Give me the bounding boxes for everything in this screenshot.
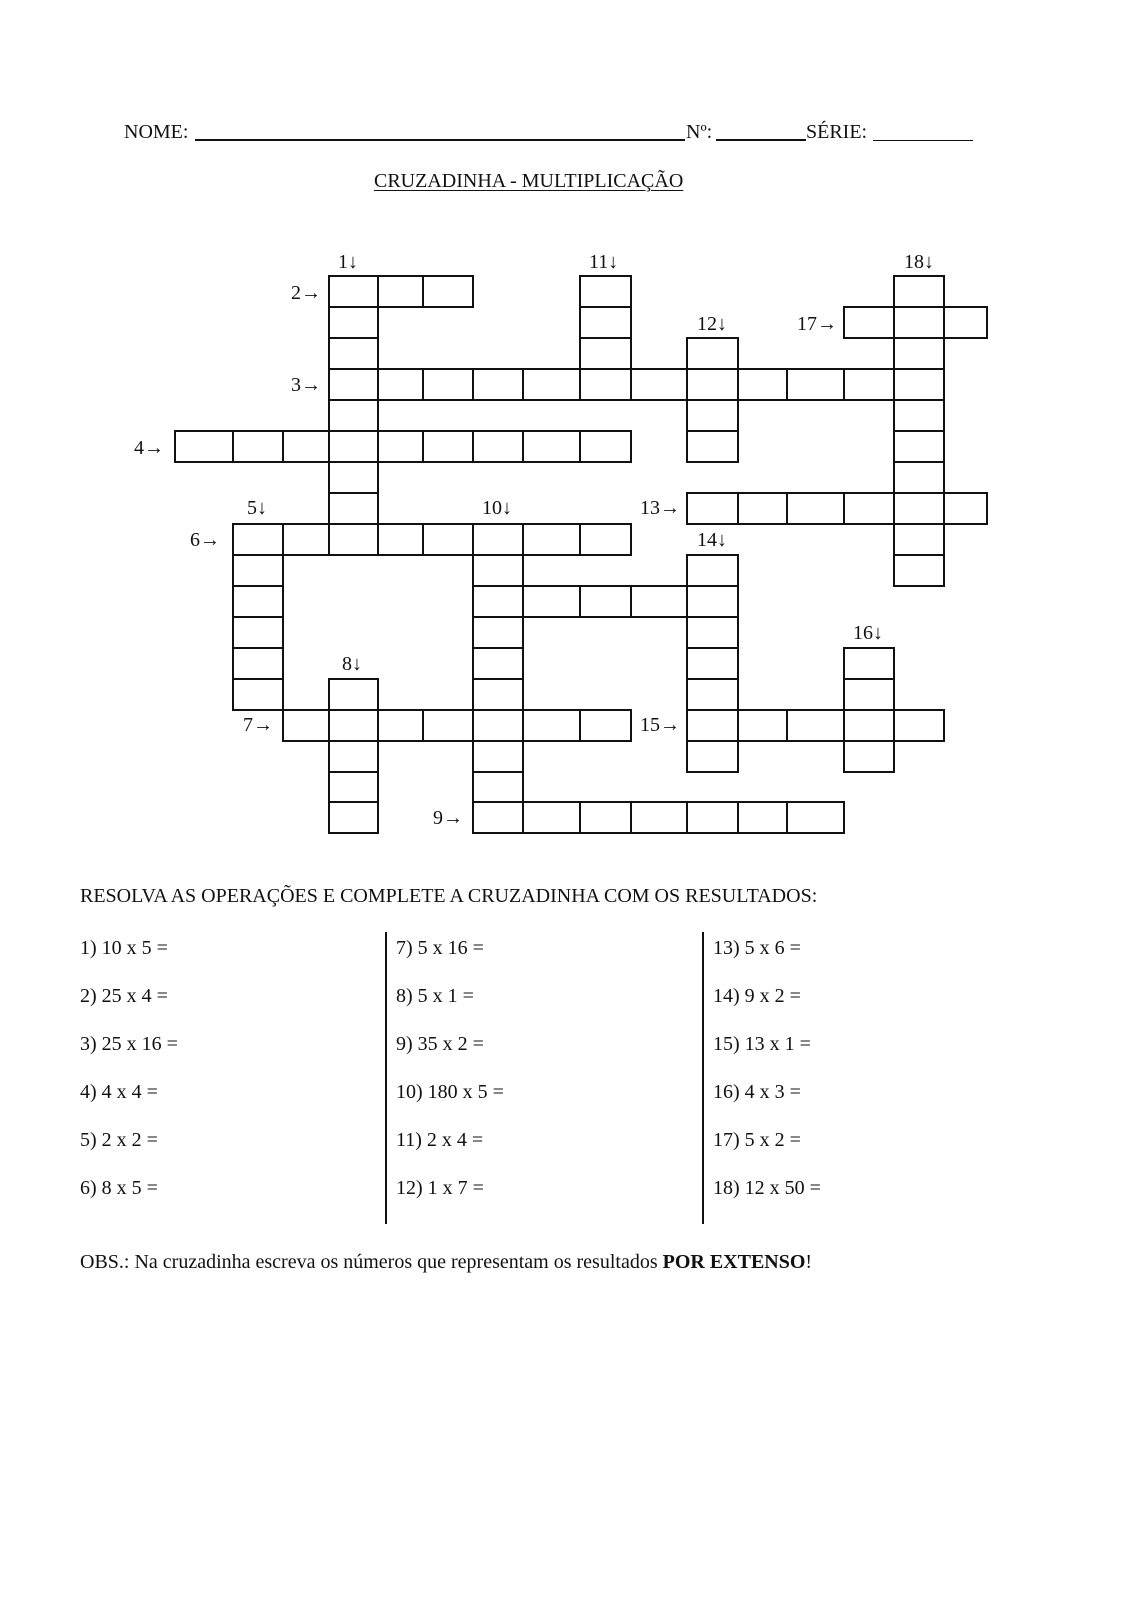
cell-word-14[interactable] — [686, 647, 739, 680]
clue-label-13: 13→ — [640, 497, 680, 519]
cell-word-18[interactable] — [893, 430, 945, 463]
cell-word-9[interactable] — [630, 801, 688, 834]
cell-word-7[interactable] — [522, 709, 581, 742]
column-divider — [702, 932, 704, 1224]
clue-label-10: 10↓ — [482, 497, 512, 519]
cell-word-5[interactable] — [232, 585, 284, 618]
cell-word-10[interactable] — [472, 616, 524, 649]
operation-item: 14) 9 x 2 = — [713, 985, 801, 1007]
operation-item: 12) 1 x 7 = — [396, 1177, 484, 1199]
cell-word-4[interactable] — [377, 430, 424, 463]
cell-word-13[interactable] — [893, 492, 945, 525]
operation-item: 10) 180 x 5 = — [396, 1081, 504, 1103]
operation-item: 11) 2 x 4 = — [396, 1129, 484, 1151]
cell-word-3[interactable] — [522, 368, 581, 401]
cell-word-row-10[interactable] — [472, 585, 524, 618]
cell-word-3[interactable] — [737, 368, 788, 401]
clue-label-18: 18↓ — [904, 251, 934, 273]
cell-word-10[interactable] — [472, 740, 524, 773]
cell-word-3[interactable] — [579, 368, 632, 401]
cell-word-7[interactable] — [328, 709, 379, 742]
cell-word-6[interactable] — [232, 523, 284, 556]
cell-word-3[interactable] — [472, 368, 524, 401]
clue-label-11: 11↓ — [589, 251, 619, 273]
cell-word-3[interactable] — [328, 368, 379, 401]
cell-word-2[interactable] — [422, 275, 474, 308]
cell-word-8[interactable] — [328, 771, 379, 803]
cell-word-17[interactable] — [943, 306, 988, 339]
cell-word-2[interactable] — [328, 275, 379, 308]
cell-word-4[interactable] — [422, 430, 474, 463]
cell-word-9[interactable] — [472, 801, 524, 834]
cell-word-18[interactable] — [893, 461, 945, 494]
clue-label-12: 12↓ — [697, 313, 727, 335]
operation-item: 13) 5 x 6 = — [713, 937, 801, 959]
cell-word-14[interactable] — [686, 554, 739, 587]
operation-item: 9) 35 x 2 = — [396, 1033, 484, 1055]
cell-word-6[interactable] — [328, 523, 379, 556]
cell-word-7[interactable] — [579, 709, 632, 742]
cell-word-13[interactable] — [943, 492, 988, 525]
clue-label-6: 6→ — [190, 529, 220, 551]
cell-word-6[interactable] — [472, 523, 524, 556]
nome-label: NOME: — [124, 121, 189, 143]
cell-word-1[interactable] — [328, 399, 379, 432]
cell-word-15[interactable] — [737, 709, 788, 742]
cell-word-5[interactable] — [232, 647, 284, 680]
cell-word-16[interactable] — [843, 740, 895, 773]
operation-item: 3) 25 x 16 = — [80, 1033, 178, 1055]
cell-word-row-10[interactable] — [579, 585, 632, 618]
cell-word-9[interactable] — [786, 801, 845, 834]
cell-word-7[interactable] — [282, 709, 330, 742]
operation-item: 2) 25 x 4 = — [80, 985, 168, 1007]
observation-note — [80, 1250, 812, 1274]
cell-word-9[interactable] — [522, 801, 581, 834]
operation-item: 5) 2 x 2 = — [80, 1129, 158, 1151]
cell-word-8[interactable] — [328, 678, 379, 711]
clue-label-3: 3→ — [291, 374, 321, 396]
cell-word-4[interactable] — [174, 430, 234, 463]
clue-label-8: 8↓ — [342, 653, 362, 675]
cell-word-10[interactable] — [472, 554, 524, 587]
clue-label-9: 9→ — [433, 807, 463, 829]
cell-word-7[interactable] — [422, 709, 474, 742]
cell-word-18[interactable] — [893, 337, 945, 370]
cell-word-3[interactable] — [893, 368, 945, 401]
cell-word-3[interactable] — [422, 368, 474, 401]
cell-word-6[interactable] — [422, 523, 474, 556]
cell-word-13[interactable] — [786, 492, 845, 525]
cell-word-1[interactable] — [328, 306, 379, 339]
cell-word-10[interactable] — [472, 647, 524, 680]
cell-word-11[interactable] — [579, 337, 632, 370]
cell-word-3[interactable] — [686, 368, 739, 401]
obs-emphasis: POR EXTENSO — [662, 1251, 806, 1273]
cell-word-15[interactable] — [843, 709, 895, 742]
cell-word-11[interactable] — [579, 306, 632, 339]
clue-label-1: 1↓ — [338, 251, 358, 273]
operation-item: 8) 5 x 1 = — [396, 985, 474, 1007]
operation-item: 1) 10 x 5 = — [80, 937, 168, 959]
cell-word-15[interactable] — [893, 709, 945, 742]
cell-word-4[interactable] — [579, 430, 632, 463]
clue-label-2: 2→ — [291, 282, 321, 304]
cell-word-13[interactable] — [843, 492, 895, 525]
cell-word-18[interactable] — [893, 523, 945, 556]
cell-word-3[interactable] — [786, 368, 845, 401]
cell-word-13[interactable] — [686, 492, 739, 525]
cell-word-1[interactable] — [328, 461, 379, 494]
cell-word-4[interactable] — [472, 430, 524, 463]
operation-item: 15) 13 x 1 = — [713, 1033, 811, 1055]
column-divider — [385, 932, 387, 1224]
cell-word-8[interactable] — [328, 740, 379, 773]
clue-label-17: 17→ — [797, 313, 837, 335]
clue-label-16: 16↓ — [853, 622, 883, 644]
cell-word-10[interactable] — [472, 771, 524, 803]
clue-label-4: 4→ — [134, 437, 164, 459]
cell-word-4[interactable] — [282, 430, 330, 463]
cell-word-3[interactable] — [377, 368, 424, 401]
cell-word-4[interactable] — [522, 430, 581, 463]
cell-word-row-10[interactable] — [522, 585, 581, 618]
cell-word-6[interactable] — [579, 523, 632, 556]
cell-word-9[interactable] — [737, 801, 788, 834]
instructions: RESOLVA AS OPERAÇÕES E COMPLETE A CRUZADINHA COM OS RESULTADOS: — [80, 885, 818, 907]
clue-label-5: 5↓ — [247, 497, 267, 519]
cell-word-1[interactable] — [328, 337, 379, 370]
operation-item: 6) 8 x 5 = — [80, 1177, 158, 1199]
cell-word-6[interactable] — [522, 523, 581, 556]
cell-word-17[interactable] — [843, 306, 895, 339]
cell-word-3[interactable] — [630, 368, 688, 401]
numero-label: Nº: — [686, 121, 713, 143]
page-title: CRUZADINHA - MULTIPLICAÇÃO — [374, 170, 684, 192]
cell-word-4[interactable] — [232, 430, 284, 463]
cell-word-12[interactable] — [686, 399, 739, 432]
cell-word-17[interactable] — [893, 306, 945, 339]
cell-word-row-10[interactable] — [630, 585, 688, 618]
obs-suffix: ! — [805, 1251, 813, 1273]
cell-word-15[interactable] — [786, 709, 845, 742]
cell-word-16[interactable] — [843, 647, 895, 680]
cell-word-5[interactable] — [232, 616, 284, 649]
cell-word-row-10[interactable] — [686, 585, 739, 618]
clue-label-7: 7→ — [243, 714, 273, 736]
cell-word-14[interactable] — [686, 616, 739, 649]
cell-word-4[interactable] — [328, 430, 379, 463]
cell-word-8[interactable] — [328, 801, 379, 834]
serie-label: SÉRIE: — [806, 121, 868, 143]
cell-word-14[interactable] — [686, 678, 739, 711]
clue-label-15: 15→ — [640, 714, 680, 736]
cell-word-7[interactable] — [377, 709, 424, 742]
cell-word-6[interactable] — [282, 523, 330, 556]
operation-item: 18) 12 x 50 = — [713, 1177, 821, 1199]
cell-word-18[interactable] — [893, 554, 945, 587]
cell-word-13[interactable] — [737, 492, 788, 525]
cell-word-7[interactable] — [472, 709, 524, 742]
cell-word-3[interactable] — [843, 368, 895, 401]
cell-word-1[interactable] — [328, 492, 379, 525]
cell-word-6[interactable] — [377, 523, 424, 556]
operation-item: 17) 5 x 2 = — [713, 1129, 801, 1151]
cell-word-12[interactable] — [686, 430, 739, 463]
cell-word-2[interactable] — [377, 275, 424, 308]
cell-word-5[interactable] — [232, 678, 284, 711]
cell-word-18[interactable] — [893, 275, 945, 308]
cell-word-5[interactable] — [232, 554, 284, 587]
cell-word-18[interactable] — [893, 399, 945, 432]
operation-item: 4) 4 x 4 = — [80, 1081, 158, 1103]
operation-item: 16) 4 x 3 = — [713, 1081, 801, 1103]
cell-word-16[interactable] — [843, 678, 895, 711]
cell-word-15[interactable] — [686, 709, 739, 742]
clue-label-14: 14↓ — [697, 529, 727, 551]
cell-word-11[interactable] — [579, 275, 632, 308]
obs-text: OBS.: Na cruzadinha escreva os números que representam os resultados — [80, 1251, 663, 1273]
cell-word-10[interactable] — [472, 678, 524, 711]
cell-word-12[interactable] — [686, 337, 739, 370]
cell-word-9[interactable] — [686, 801, 739, 834]
cell-word-14[interactable] — [686, 740, 739, 773]
operation-item: 7) 5 x 16 = — [396, 937, 484, 959]
cell-word-9[interactable] — [579, 801, 632, 834]
